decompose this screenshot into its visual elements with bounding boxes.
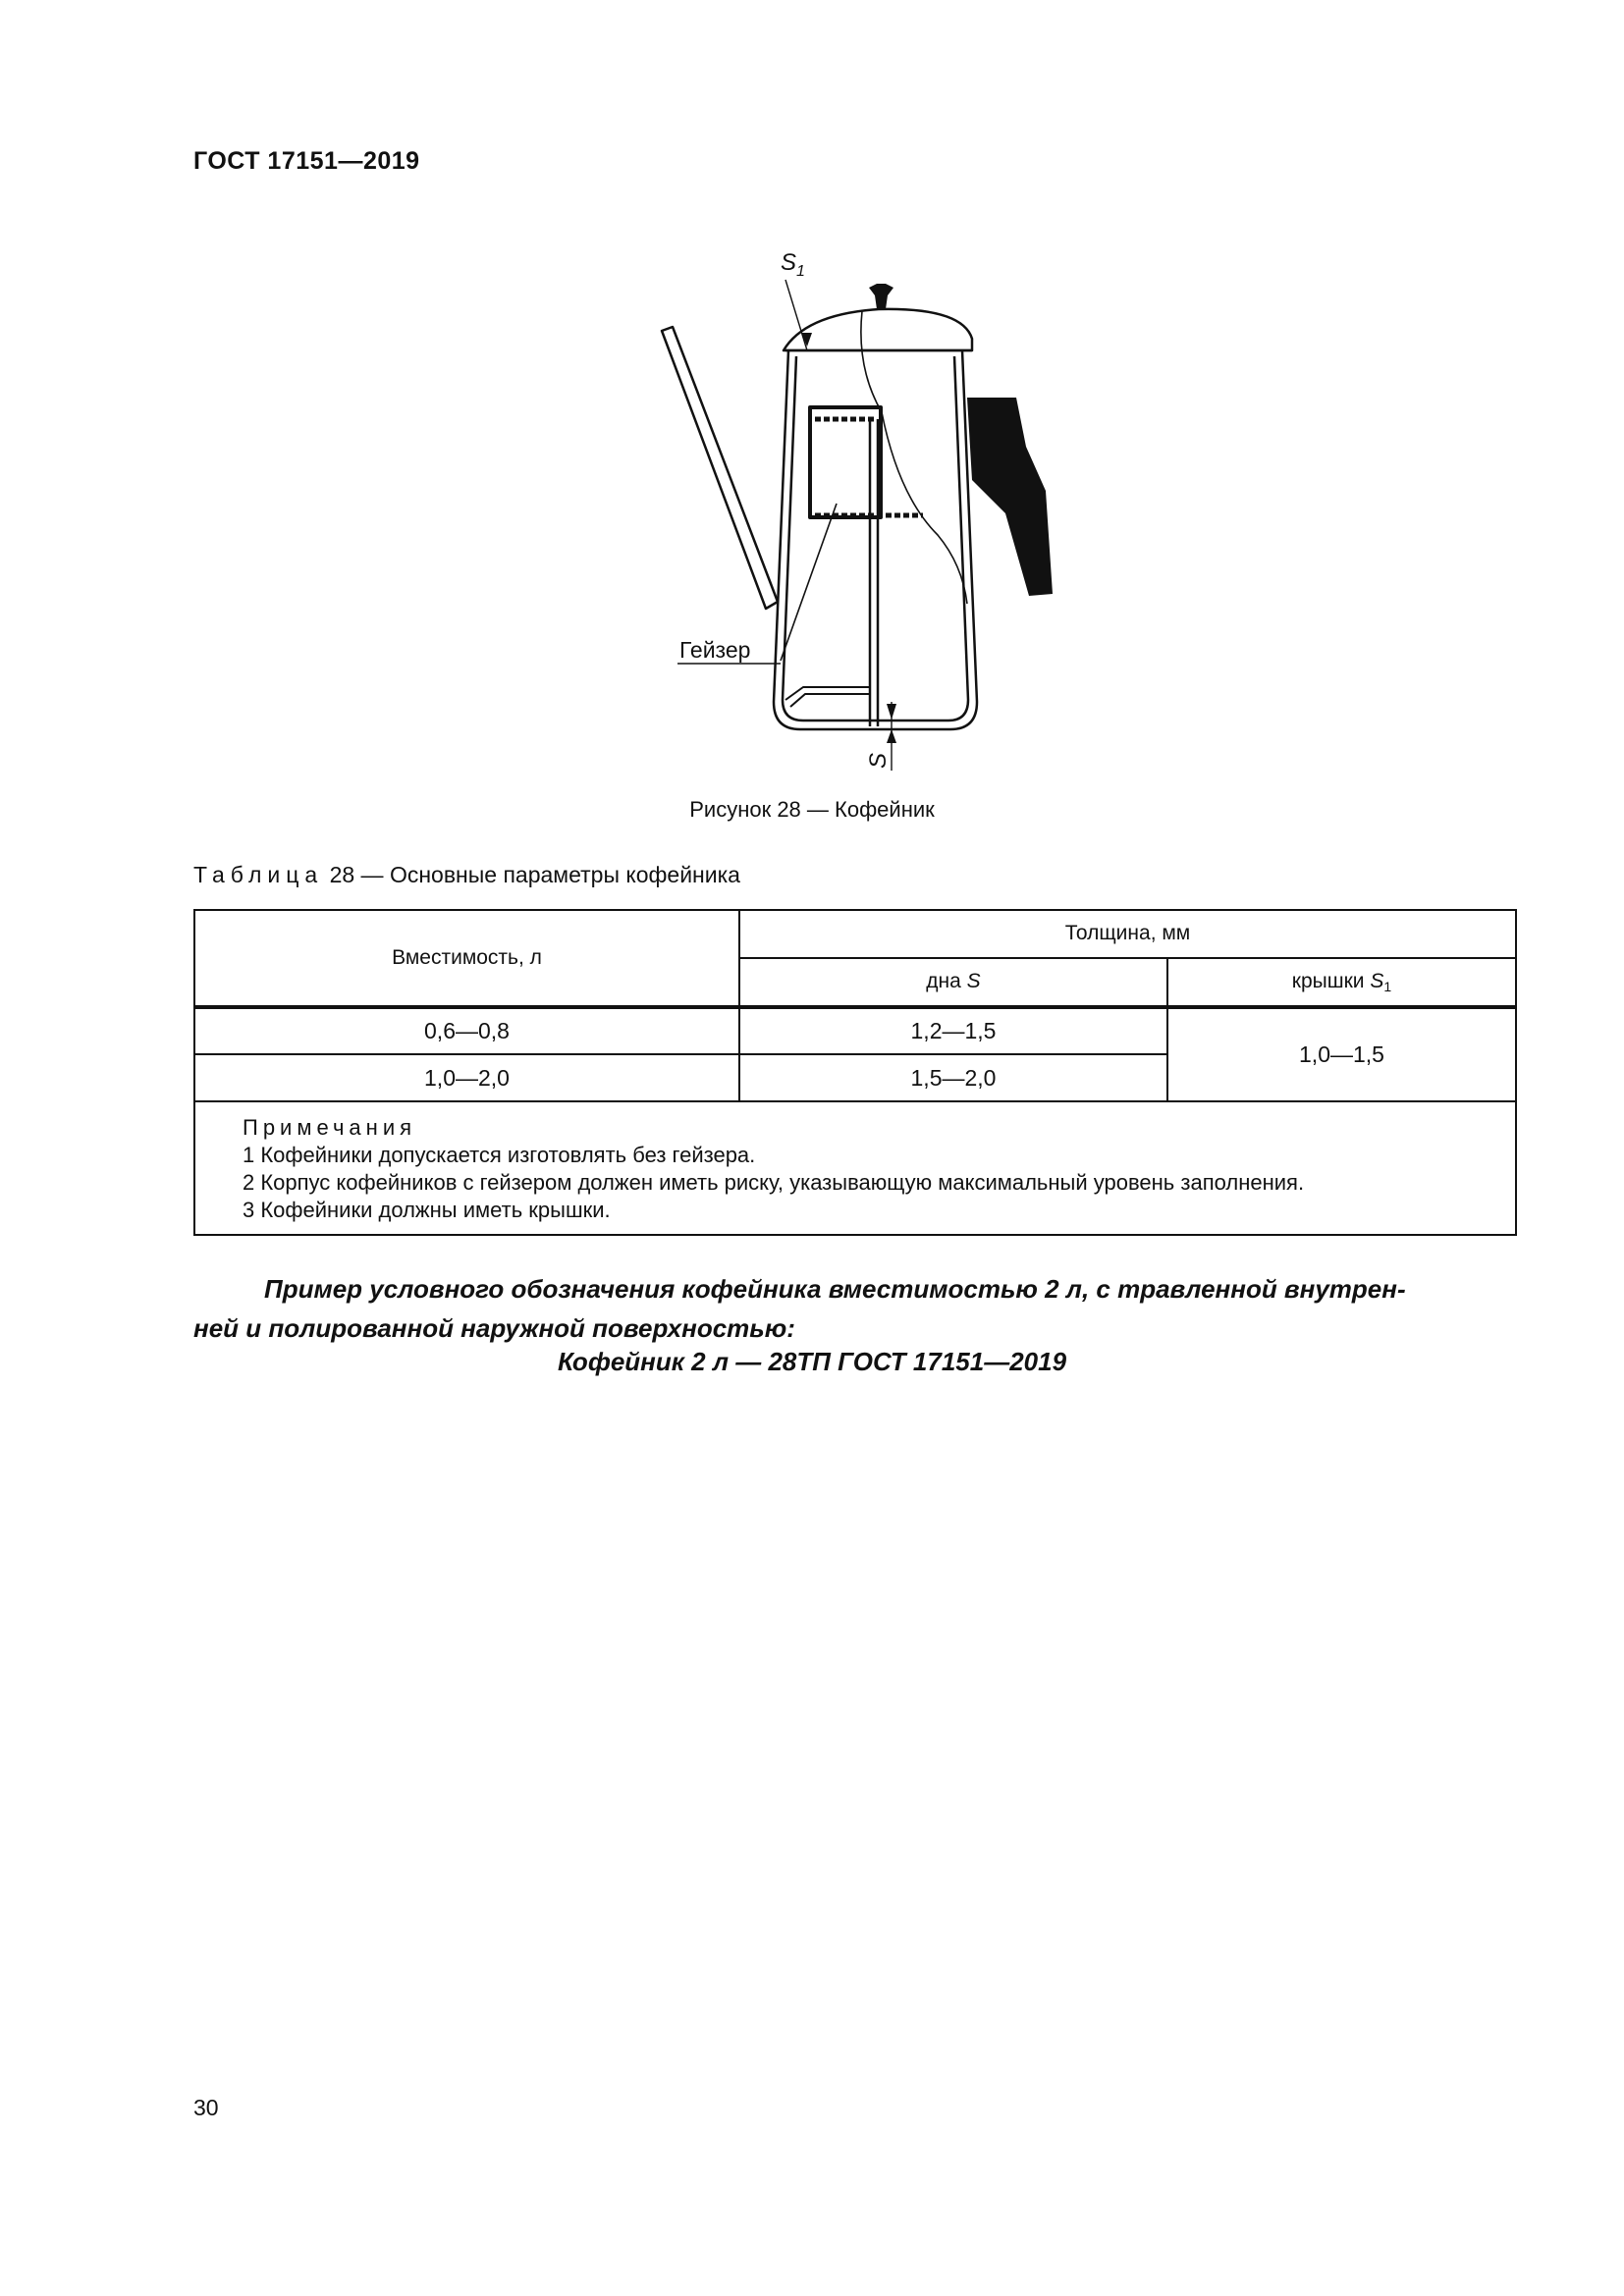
note-item: 1 Кофейники допускается изготовлять без гейзера. xyxy=(243,1143,756,1167)
header-thickness: Толщина, мм xyxy=(739,910,1516,958)
cell-bottom: 1,2—1,5 xyxy=(739,1007,1167,1054)
cell-capacity: 1,0—2,0 xyxy=(194,1054,739,1101)
header-capacity: Вместимость, л xyxy=(194,910,739,1007)
geyser-label: Гейзер xyxy=(679,637,751,663)
example-line-2: ней и полированной наружной поверхностью: xyxy=(193,1313,795,1343)
s-arrow-bottom xyxy=(887,729,896,743)
header-lid: крышки $S_1$ xyxy=(1167,958,1516,1007)
coffee-pot-drawing xyxy=(628,240,1080,780)
cell-lid: 1,0—1,5 xyxy=(1167,1007,1516,1101)
handle xyxy=(967,398,1053,596)
notes-row xyxy=(194,1101,1516,1235)
table-caption-text: 28 — Основные параметры кофейника xyxy=(329,862,740,887)
cell-capacity: 0,6—0,8 xyxy=(194,1007,739,1054)
bottom-tray-inner xyxy=(790,694,870,707)
table-caption-word: Таблица xyxy=(193,862,324,887)
s1-arrow xyxy=(801,333,812,347)
s-label: S xyxy=(865,752,892,769)
table-caption xyxy=(193,862,740,888)
example-paragraph xyxy=(193,1269,1517,1348)
figure-caption: Рисунок 28 — Кофейник xyxy=(689,797,935,822)
s1-leader xyxy=(785,280,807,350)
cell-bottom: 1,5—2,0 xyxy=(739,1054,1167,1101)
note-item: 2 Корпус кофейников с гейзером должен иметь риску, указывающую максимальный уровень заполнения. xyxy=(243,1170,1305,1195)
document-header: ГОСТ 17151—2019 xyxy=(193,147,420,175)
spout-outline xyxy=(662,327,778,609)
table-row xyxy=(194,1007,1516,1054)
notes-cell xyxy=(194,1101,1516,1235)
example-line-1: Пример условного обозначения кофейника вместимостью 2 л, с травленной внутрен- xyxy=(264,1274,1406,1304)
parameters-table xyxy=(193,909,1517,1236)
note-item: 3 Кофейники должны иметь крышки. xyxy=(243,1198,611,1222)
page-number: 30 xyxy=(193,2095,219,2120)
lid-outline xyxy=(784,309,972,350)
header-bottom: дна S xyxy=(739,958,1167,1007)
notes-title: Примечания xyxy=(243,1115,417,1140)
lid-knob xyxy=(869,284,893,309)
example-designation: Кофейник 2 л — 28ТП ГОСТ 17151—2019 xyxy=(557,1347,1067,1376)
s-arrow-top xyxy=(887,704,896,720)
s1-label: $S_1$ xyxy=(781,249,805,280)
